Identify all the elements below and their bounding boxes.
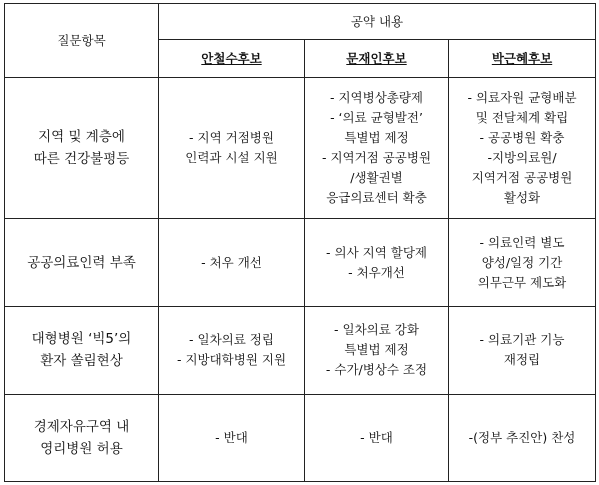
question-line: 영리병원 허용: [40, 440, 123, 457]
ahn-pledge-cell: [159, 394, 305, 481]
pledge-line: - 의사 지역 할당제: [326, 244, 427, 260]
pledge-line: - 공공병원 확충: [479, 130, 565, 146]
question-line: 지역 및 계층에: [38, 129, 125, 146]
question-line: 대형병원 ‘빅5’의: [31, 331, 132, 348]
moon-pledge-cell: [305, 394, 449, 481]
question-cell: [5, 219, 159, 306]
pledge-line: - 일차의료 정립: [189, 332, 274, 348]
pledge-line: 지역거점 공공병원: [471, 170, 573, 186]
pledge-line: - 지방대학병원 지원: [176, 352, 287, 368]
question-line: 환자 쏠림현상: [40, 353, 123, 370]
moon-pledge-cell: [305, 219, 449, 306]
pledge-line: /생활권별: [350, 170, 403, 186]
pledge-line: - 지역거점 공공병원: [321, 150, 432, 166]
moon-pledge-cell: [305, 78, 449, 219]
pledge-line: - 의료자원 균형배분: [467, 90, 577, 106]
ahn-pledge-cell: [159, 306, 305, 394]
pledge-line: - 반대: [215, 429, 248, 445]
question-cell: [5, 78, 159, 219]
pledge-group-header: 공약 내용: [159, 4, 596, 40]
moon-pledge-cell: [305, 306, 449, 394]
ahn-pledge-cell: [159, 219, 305, 306]
pledge-line: - 반대: [360, 429, 393, 445]
table-row: [5, 219, 596, 306]
table-row: [5, 306, 596, 394]
pledge-line: 특별법 제정: [344, 342, 409, 358]
pledge-line: - 일차의료 강화: [334, 322, 419, 338]
table-row: [5, 78, 596, 219]
pledge-line: 의무근무 제도화: [477, 274, 567, 290]
pledge-line: - 지역 거점병원: [189, 130, 274, 146]
pledge-line: 재정립: [503, 352, 541, 368]
ahn-pledge-cell: [159, 78, 305, 219]
pledge-line: 및 전달체계 확립: [475, 110, 569, 126]
pledge-line: - 의료인력 별도: [479, 234, 565, 250]
header-row-top: [5, 4, 596, 40]
pledge-line: - ‘의료 균형발전’: [330, 110, 423, 126]
question-cell: [5, 394, 159, 481]
pledge-line: - 지역병상총량제: [329, 90, 423, 106]
pledge-line: - 처우개선: [348, 264, 405, 280]
question-line: 공공의료인력 부족: [27, 254, 136, 271]
pledge-line: - 의료기관 기능: [479, 332, 565, 348]
park-pledge-cell: [449, 78, 596, 219]
park-pledge-cell: [449, 306, 596, 394]
pledge-line: 특별법 제정: [344, 130, 409, 146]
pledge-line: - 수가/병상수 조정: [325, 362, 428, 378]
pledge-line: 활성화: [503, 190, 541, 206]
question-cell: [5, 306, 159, 394]
question-line: 따른 건강불평등: [33, 151, 130, 168]
table-row: [5, 394, 596, 481]
pledge-line: 인력과 시설 지원: [185, 150, 278, 166]
park-pledge-cell: [449, 219, 596, 306]
pledge-line: 양성/일정 기간: [481, 254, 563, 270]
policy-comparison-table: [4, 3, 596, 482]
candidate-header-moon: 문재인후보: [305, 40, 449, 78]
pledge-line: -지방의료원/: [487, 150, 557, 166]
park-pledge-cell: [449, 394, 596, 481]
question-line: 경제자유구역 내: [33, 418, 130, 435]
pledge-line: 응급의료센터 확충: [326, 190, 427, 206]
candidate-header-ahn: 안철수후보: [159, 40, 305, 78]
candidate-header-park: 박근혜후보: [449, 40, 596, 78]
question-column-header: 질문항목: [5, 4, 159, 78]
pledge-line: -(정부 추진안) 찬성: [468, 429, 576, 445]
pledge-line: - 처우 개선: [201, 254, 262, 270]
